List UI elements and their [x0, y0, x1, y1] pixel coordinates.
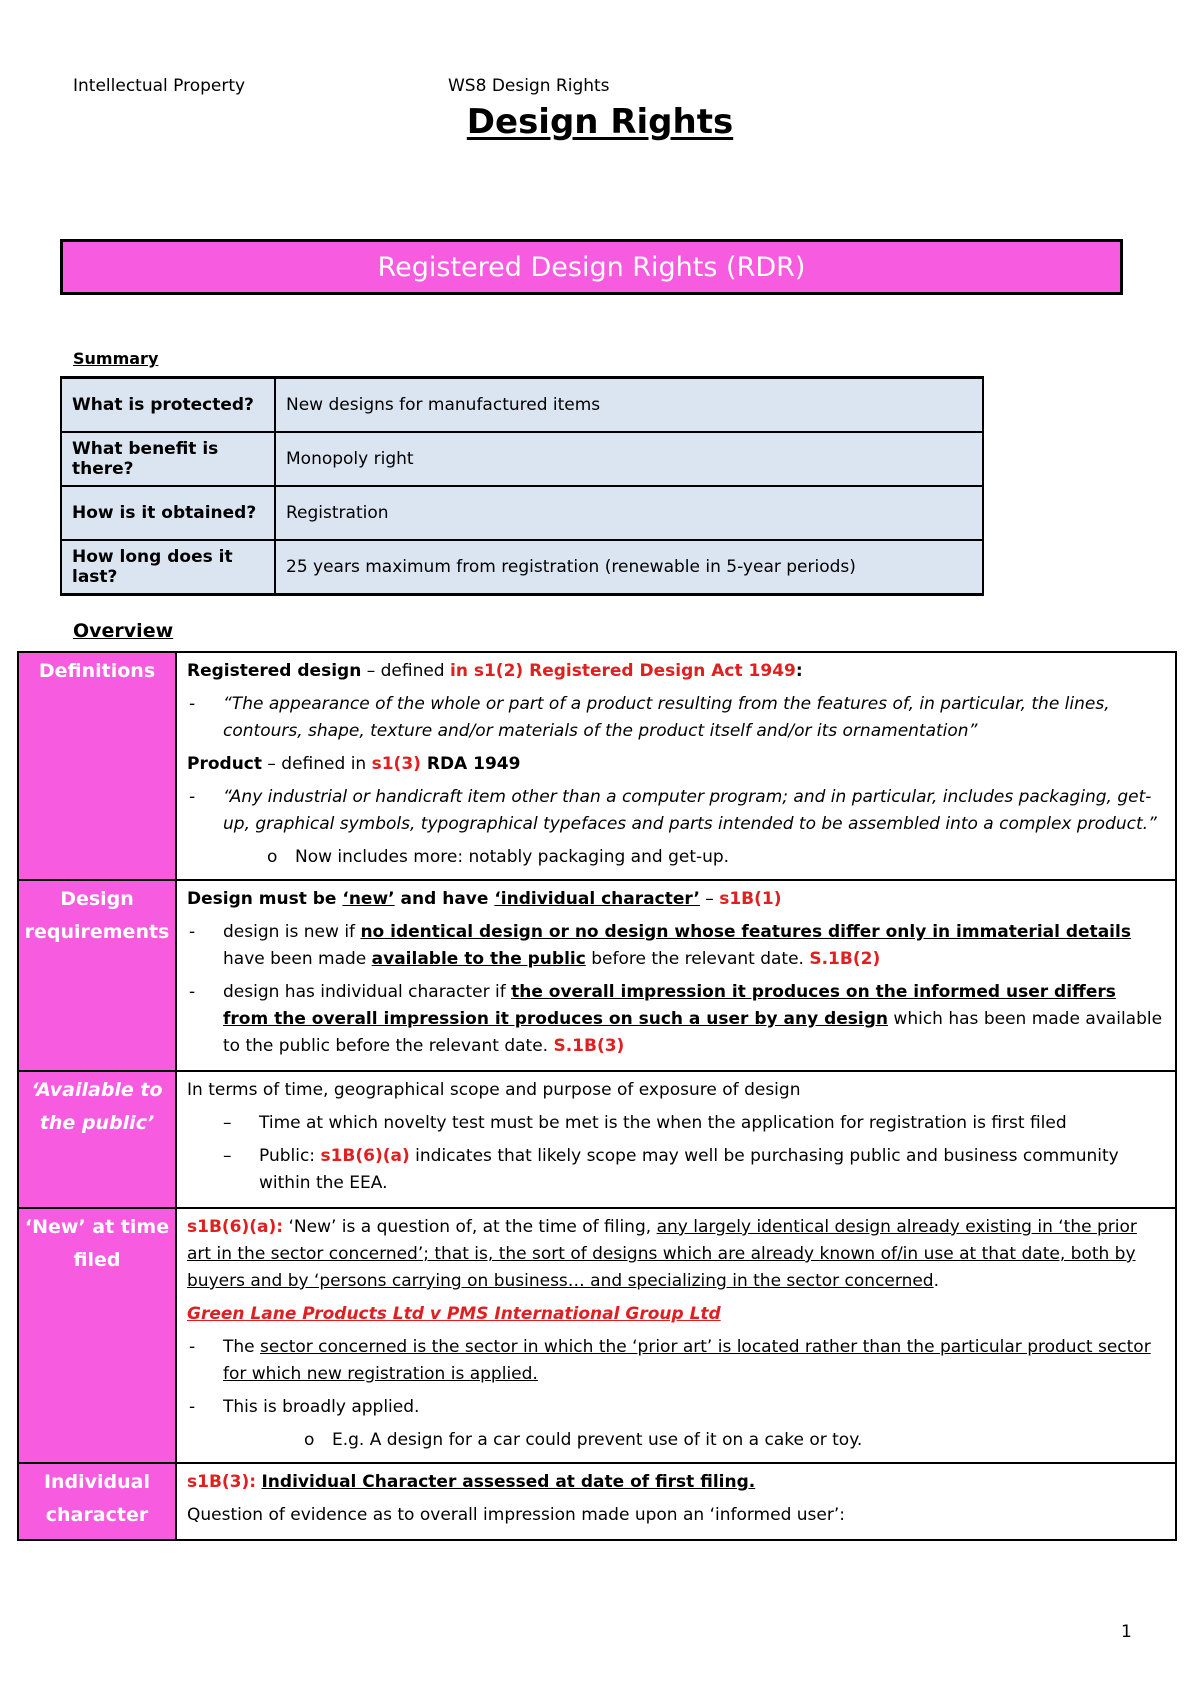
table-row	[18, 1071, 1176, 1208]
bullet: - This is broadly applied.	[187, 1394, 1165, 1421]
table-row	[18, 1208, 1176, 1463]
case-name: Green Lane Products Ltd v PMS International Group Ltd	[187, 1304, 721, 1324]
bullet	[187, 979, 1165, 1060]
text: –	[699, 889, 720, 909]
text: design is new if	[223, 922, 361, 942]
summary-table	[60, 376, 984, 596]
summary-question: How is it obtained?	[61, 486, 275, 540]
text: available to the public	[371, 949, 586, 969]
table-row	[18, 880, 1176, 1071]
summary-question: What benefit is there?	[61, 432, 275, 486]
text: – defined	[361, 661, 451, 681]
text: and have	[394, 889, 495, 909]
text: Design must be	[187, 889, 343, 909]
summary-label: Summary	[73, 349, 159, 368]
bullet	[187, 1334, 1165, 1388]
table-row	[18, 1463, 1176, 1540]
statute-ref: in s1(2) Registered Design Act 1949	[450, 661, 796, 681]
statute-ref: s1B(3):	[187, 1472, 257, 1492]
text: any largely identical design already existing in ‘the prior art in the sector concerned’; that is, the sort of designs which are already known of/in use at that date, both by buyers and by ‘persons carrying on business… and specializing in the sector concerned	[187, 1217, 1137, 1291]
row-label-available: ‘Available to the public’	[18, 1071, 176, 1208]
text: before the relevant date.	[585, 949, 810, 969]
statute-ref: RDA 1949	[420, 754, 521, 774]
statute-ref: S.1B(2)	[809, 949, 881, 969]
summary-answer: 25 years maximum from registration (renewable in 5-year periods)	[275, 540, 983, 595]
text: – defined in	[262, 754, 372, 774]
text: the overall impression it produces on the informed user differs from the overall impression it produces on such a user by any design	[223, 982, 1116, 1029]
term: Product	[187, 754, 262, 774]
row-label-requirements: Design requirements	[18, 880, 176, 1071]
text: design has individual character if	[223, 982, 512, 1002]
statute-ref: s1B(6)(a):	[187, 1217, 284, 1237]
sub-bullet: o E.g. A design for a car could prevent use of it on a cake or toy.	[187, 1427, 1165, 1454]
text: Question of evidence as to overall impression made upon an ‘informed user’:	[187, 1505, 845, 1525]
text: ‘individual character’	[494, 889, 700, 909]
table-row	[61, 540, 983, 595]
text: In terms of time, geographical scope and purpose of exposure of design	[187, 1080, 801, 1100]
text: The	[223, 1337, 261, 1357]
text: sector concerned is the sector in which the ‘prior art’ is located rather than the particular product sector for which new registration is applied.	[223, 1337, 1151, 1384]
header-left: Intellectual Property	[73, 76, 246, 96]
quote: - “Any industrial or handicraft item other than a computer program; and in particular, includes packaging, get-up, graphical symbols, typographical typefaces and parts intended to be assembled into a complex product.”	[187, 784, 1165, 838]
bullet	[187, 919, 1165, 973]
statute-ref: s1(3)	[371, 754, 421, 774]
row-label-new: ‘New’ at time filed	[18, 1208, 176, 1463]
text: :	[795, 661, 803, 681]
summary-answer: New designs for manufactured items	[275, 378, 983, 433]
summary-answer: Registration	[275, 486, 983, 540]
overview-label: Overview	[73, 620, 174, 642]
row-content-requirements	[176, 880, 1176, 1071]
section-banner	[60, 239, 1123, 295]
text: have been made	[223, 949, 372, 969]
summary-answer: Monopoly right	[275, 432, 983, 486]
text: which has been made available to the public before the relevant date.	[223, 1009, 1163, 1056]
row-content-individual	[176, 1463, 1176, 1540]
statute-ref: s1B(1)	[719, 889, 782, 909]
sub-bullet: o Now includes more: notably packaging and get-up.	[187, 844, 1165, 871]
text: no identical design or no design whose features differ only in immaterial details	[360, 922, 1131, 942]
table-row	[61, 486, 983, 540]
bullet	[187, 1143, 1165, 1197]
quote: - “The appearance of the whole or part of a product resulting from the features of, in particular, the lines, contours, shape, texture and/or materials of the product itself and/or its ornamentation”	[187, 691, 1165, 745]
term: Registered design	[187, 661, 362, 681]
summary-question: How long does it last?	[61, 540, 275, 595]
table-row	[18, 652, 1176, 880]
page-number: 1	[1121, 1622, 1132, 1642]
row-content-definitions	[176, 652, 1176, 880]
row-label-definitions: Definitions	[18, 652, 176, 880]
statute-ref: S.1B(3)	[553, 1036, 625, 1056]
table-row	[61, 378, 983, 433]
text: ‘New’ is a question of, at the time of filing,	[283, 1217, 657, 1237]
text: indicates that likely scope may well be purchasing public and business community within the EEA.	[259, 1146, 1119, 1193]
row-content-new	[176, 1208, 1176, 1463]
row-content-available	[176, 1071, 1176, 1208]
row-label-individual: Individual character	[18, 1463, 176, 1540]
summary-question: What is protected?	[61, 378, 275, 433]
statute-ref: s1B(6)(a)	[320, 1146, 410, 1166]
text: ‘new’	[342, 889, 395, 909]
text: .	[933, 1271, 940, 1291]
header-center: WS8 Design Rights	[448, 76, 610, 96]
page-title: Design Rights	[466, 102, 734, 142]
table-row	[61, 432, 983, 486]
bullet: – Time at which novelty test must be met is the when the application for registration is first filed	[187, 1110, 1165, 1137]
banner-text: Registered Design Rights (RDR)	[377, 251, 806, 283]
text: Individual Character assessed at date of first filing.	[261, 1472, 756, 1492]
overview-table	[17, 651, 1177, 1541]
text: Public:	[259, 1146, 321, 1166]
